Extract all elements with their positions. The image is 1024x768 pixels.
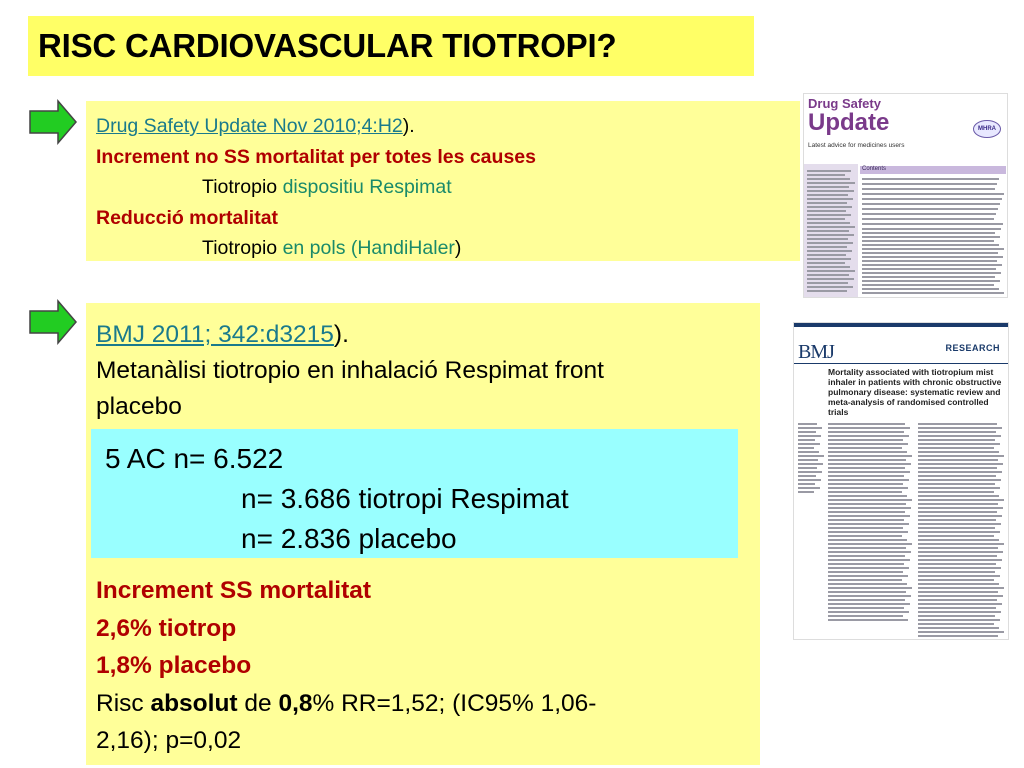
thumb-text-line (918, 463, 1003, 465)
thumb-text-line (828, 607, 904, 609)
thumb-text-line (807, 282, 848, 284)
thumb-text-line (828, 571, 903, 573)
thumb-text-line (918, 611, 1001, 613)
bmj-article-thumbnail (793, 322, 1009, 640)
thumb-text-line (918, 527, 995, 529)
dsu-thumb-contents-header: Contents (860, 166, 1006, 174)
thumb-text-line (918, 467, 997, 469)
thumb-text-line (798, 431, 816, 433)
thumb-text-line (862, 292, 1004, 294)
slide-title: RISC CARDIOVASCULAR TIOTROPI? (28, 16, 754, 76)
thumb-text-line (918, 555, 997, 557)
thumb-text-line (918, 483, 995, 485)
thumb-text-line (828, 583, 907, 585)
thumb-text-line (918, 479, 1001, 481)
bmj-thumb-rule (794, 363, 1009, 364)
thumb-text-line (862, 223, 1003, 225)
thumb-text-line (798, 443, 820, 445)
thumb-text-line (918, 547, 998, 549)
thumb-text-line (828, 611, 909, 613)
thumb-text-line (862, 272, 1001, 274)
thumb-text-line (862, 276, 995, 278)
placebo-n-line: n= 2.836 placebo (241, 523, 457, 554)
thumb-text-line (862, 248, 1004, 250)
thumb-text-line (798, 435, 821, 437)
thumb-text-line (918, 591, 998, 593)
thumb-text-line (918, 507, 1003, 509)
thumb-text-line (798, 423, 817, 425)
thumb-text-line (918, 523, 1001, 525)
thumb-text-line (807, 230, 849, 232)
thumb-text-line (828, 443, 908, 445)
thumb-text-line (828, 455, 912, 457)
thumb-text-line (807, 198, 853, 200)
absolute-risk-line2: 2,16); p=0,02 (96, 727, 242, 754)
thumb-text-line (828, 479, 909, 481)
thumb-text-line (807, 254, 846, 256)
thumb-text-line (862, 280, 1000, 282)
thumb-text-line (807, 262, 845, 264)
thumb-text-line (798, 479, 821, 481)
thumb-text-line (828, 547, 906, 549)
thumb-text-line (918, 615, 995, 617)
thumb-text-line (828, 503, 906, 505)
dsu-reference-link[interactable]: Drug Safety Update Nov 2010;4:H2 (96, 115, 403, 137)
drug-safety-update-box (86, 101, 800, 261)
thumb-text-line (862, 193, 1004, 195)
thumb-text-line (918, 607, 996, 609)
thumb-text-line (918, 535, 994, 537)
thumb-text-line (828, 451, 907, 453)
thumb-text-line (918, 435, 1001, 437)
thumb-text-line (862, 268, 996, 270)
thumb-text-line (918, 471, 1002, 473)
thumb-text-line (828, 599, 905, 601)
thumb-text-line (798, 455, 824, 457)
thumb-text-line (918, 583, 999, 585)
thumb-text-line (918, 431, 996, 433)
thumb-text-line (918, 491, 994, 493)
thumb-text-line (918, 563, 996, 565)
thumb-text-line (862, 260, 997, 262)
dsu-reference-line: Drug Safety Update Nov 2010;4:H2). (96, 115, 415, 137)
thumb-text-line (862, 218, 994, 220)
results-block (96, 572, 760, 760)
thumb-text-line (807, 218, 845, 220)
thumb-text-line (798, 471, 822, 473)
thumb-text-line (918, 635, 998, 637)
thumb-text-line (828, 531, 908, 533)
thumb-text-line (828, 495, 907, 497)
thumb-text-line (918, 475, 996, 477)
thumb-text-line (807, 242, 853, 244)
thumb-text-line (918, 503, 998, 505)
thumb-text-line (828, 579, 902, 581)
thumb-text-line (807, 190, 854, 192)
thumb-text-line (828, 491, 902, 493)
respimat-n-line: n= 3.686 tiotropi Respimat (241, 483, 569, 514)
thumb-text-line (828, 619, 908, 621)
thumb-text-line (918, 487, 1000, 489)
thumb-text-line (807, 258, 851, 260)
thumb-text-line (807, 178, 850, 180)
bmj-section-label: RESEARCH (945, 343, 1000, 353)
sample-size-box (91, 429, 738, 558)
dsu-thumb-title2: Update (808, 109, 890, 136)
thumb-text-line (828, 527, 903, 529)
thumb-text-line (862, 188, 995, 190)
thumb-text-line (828, 595, 911, 597)
thumb-text-line (807, 182, 855, 184)
thumb-text-line (828, 467, 905, 469)
thumb-text-line (828, 475, 904, 477)
thumb-text-line (918, 455, 1004, 457)
thumb-text-line (828, 563, 904, 565)
thumb-text-line (918, 495, 999, 497)
dsu-respimat-line: Tiotropio dispositiu Respimat (202, 176, 452, 198)
dsu-thumb-title1: Drug Safety (808, 96, 881, 111)
thumb-text-line (828, 575, 908, 577)
result-tiotrop: 2,6% tiotrop (96, 614, 237, 642)
thumb-text-line (862, 232, 995, 234)
bmj-thumb-headline: Mortality associated with tiotropium mist inhaler in patients with chronic obstructive pulmonary disease: systematic review and meta-analysis of randomised controlled trials (828, 367, 1002, 417)
mhra-logo-icon: MHRA (973, 120, 1001, 138)
thumb-text-line (862, 228, 1001, 230)
thumb-text-line (918, 447, 994, 449)
thumb-text-line (798, 439, 815, 441)
thumb-text-line (918, 595, 1003, 597)
thumb-text-line (918, 499, 1004, 501)
thumb-text-line (807, 270, 855, 272)
result-title: Increment SS mortalitat (96, 577, 372, 604)
thumb-text-line (862, 213, 996, 215)
thumb-text-line (828, 543, 912, 545)
thumb-text-line (807, 246, 847, 248)
thumb-text-line (807, 174, 845, 176)
thumb-text-line (862, 264, 1002, 266)
thumb-text-line (828, 515, 910, 517)
thumb-text-line (828, 591, 906, 593)
thumb-text-line (828, 555, 905, 557)
thumb-text-line (918, 511, 997, 513)
thumb-text-line (828, 439, 903, 441)
thumb-text-line (918, 571, 995, 573)
thumb-text-line (807, 274, 849, 276)
thumb-text-line (807, 214, 851, 216)
thumb-text-line (807, 238, 848, 240)
thumb-text-line (918, 631, 1004, 633)
bmj-description-line1: Metanàlisi tiotropio en inhalació Respimat front (96, 357, 604, 384)
thumb-text-line (807, 206, 852, 208)
thumb-text-line (828, 507, 911, 509)
thumb-text-line (828, 423, 905, 425)
bmj-thumb-topbar (794, 323, 1009, 327)
thumb-text-line (918, 427, 1002, 429)
result-placebo: 1,8% placebo (96, 652, 252, 679)
thumb-text-line (828, 483, 903, 485)
thumb-text-line (828, 587, 912, 589)
thumb-text-line (828, 471, 910, 473)
thumb-text-line (862, 244, 999, 246)
bmj-reference-link[interactable]: BMJ 2011; 342:d3215 (96, 321, 334, 348)
thumb-text-line (918, 567, 1001, 569)
thumb-text-line (828, 535, 902, 537)
thumb-text-line (828, 567, 909, 569)
thumb-text-line (807, 250, 852, 252)
thumb-text-line (862, 256, 1003, 258)
thumb-text-line (828, 523, 909, 525)
thumb-text-line (798, 447, 814, 449)
drug-safety-update-thumbnail (803, 93, 1008, 298)
thumb-text-line (807, 170, 851, 172)
thumb-text-line (862, 252, 998, 254)
bmj-logo: BMJ (798, 341, 834, 363)
thumb-text-line (862, 288, 999, 290)
thumb-text-line (828, 435, 909, 437)
thumb-text-line (807, 234, 854, 236)
thumb-text-line (828, 431, 904, 433)
thumb-text-line (798, 467, 817, 469)
thumb-text-line (862, 240, 994, 242)
thumb-text-line (862, 236, 1000, 238)
thumb-text-line (807, 266, 850, 268)
thumb-text-line (798, 451, 819, 453)
thumb-text-line (807, 290, 847, 292)
thumb-text-line (828, 551, 911, 553)
absolute-risk-line: Risc absolut de 0,8% RR=1,52; (IC95% 1,06- (96, 689, 597, 717)
thumb-text-line (918, 443, 1000, 445)
thumb-text-line (918, 579, 994, 581)
thumb-text-line (918, 543, 1004, 545)
thumb-text-line (918, 575, 1000, 577)
thumb-text-line (798, 463, 823, 465)
dsu-mortality-reduction: Reducció mortalitat (96, 206, 279, 229)
thumb-text-line (807, 194, 848, 196)
thumb-text-line (828, 427, 910, 429)
thumb-text-line (918, 623, 994, 625)
thumb-text-line (918, 531, 1000, 533)
thumb-text-line (828, 459, 906, 461)
thumb-text-line (828, 559, 910, 561)
thumb-text-line (828, 603, 910, 605)
thumb-text-line (807, 286, 853, 288)
bmj-reference-line: BMJ 2011; 342:d3215). (96, 321, 349, 348)
thumb-text-line (828, 463, 911, 465)
thumb-text-line (828, 539, 907, 541)
thumb-text-line (918, 439, 995, 441)
thumb-text-line (807, 226, 855, 228)
thumb-text-line (918, 587, 1004, 589)
thumb-text-line (862, 183, 997, 185)
thumb-text-line (828, 447, 902, 449)
thumb-text-line (828, 519, 904, 521)
thumb-text-line (918, 619, 1000, 621)
thumb-text-line (807, 186, 849, 188)
thumb-text-line (798, 483, 815, 485)
thumb-text-line (807, 210, 846, 212)
thumb-text-line (918, 551, 1003, 553)
thumb-text-line (798, 427, 822, 429)
thumb-text-line (918, 559, 1002, 561)
dsu-handihaler-line: Tiotropio en pols (HandiHaler) (202, 237, 462, 259)
green-arrow-icon (28, 299, 78, 345)
green-arrow-icon (28, 99, 78, 145)
thumb-text-line (807, 202, 847, 204)
thumb-text-line (807, 278, 854, 280)
thumb-text-line (798, 491, 814, 493)
dsu-thumb-subtitle: Latest advice for medicines users (808, 142, 905, 149)
thumb-text-line (828, 487, 908, 489)
dsu-mortality-increase: Increment no SS mortalitat per totes les causes (96, 145, 536, 168)
thumb-text-line (798, 459, 818, 461)
thumb-text-line (798, 475, 816, 477)
thumb-text-line (862, 208, 998, 210)
bmj-description-line2: placebo (96, 393, 182, 420)
thumb-text-line (918, 459, 998, 461)
thumb-text-line (918, 627, 999, 629)
thumb-text-line (918, 423, 997, 425)
thumb-text-line (918, 519, 996, 521)
thumb-text-line (862, 178, 999, 180)
thumb-text-line (828, 499, 912, 501)
thumb-text-line (862, 203, 1000, 205)
thumb-text-line (918, 603, 1002, 605)
thumb-text-line (918, 539, 999, 541)
thumb-text-line (918, 451, 999, 453)
total-trials-line: 5 AC n= 6.522 (105, 443, 284, 474)
thumb-text-line (862, 198, 1002, 200)
thumb-text-line (828, 615, 903, 617)
thumb-text-line (798, 487, 820, 489)
thumb-text-line (918, 515, 1002, 517)
thumb-text-line (807, 222, 850, 224)
thumb-text-line (862, 284, 994, 286)
thumb-text-line (918, 599, 997, 601)
thumb-text-line (828, 511, 905, 513)
